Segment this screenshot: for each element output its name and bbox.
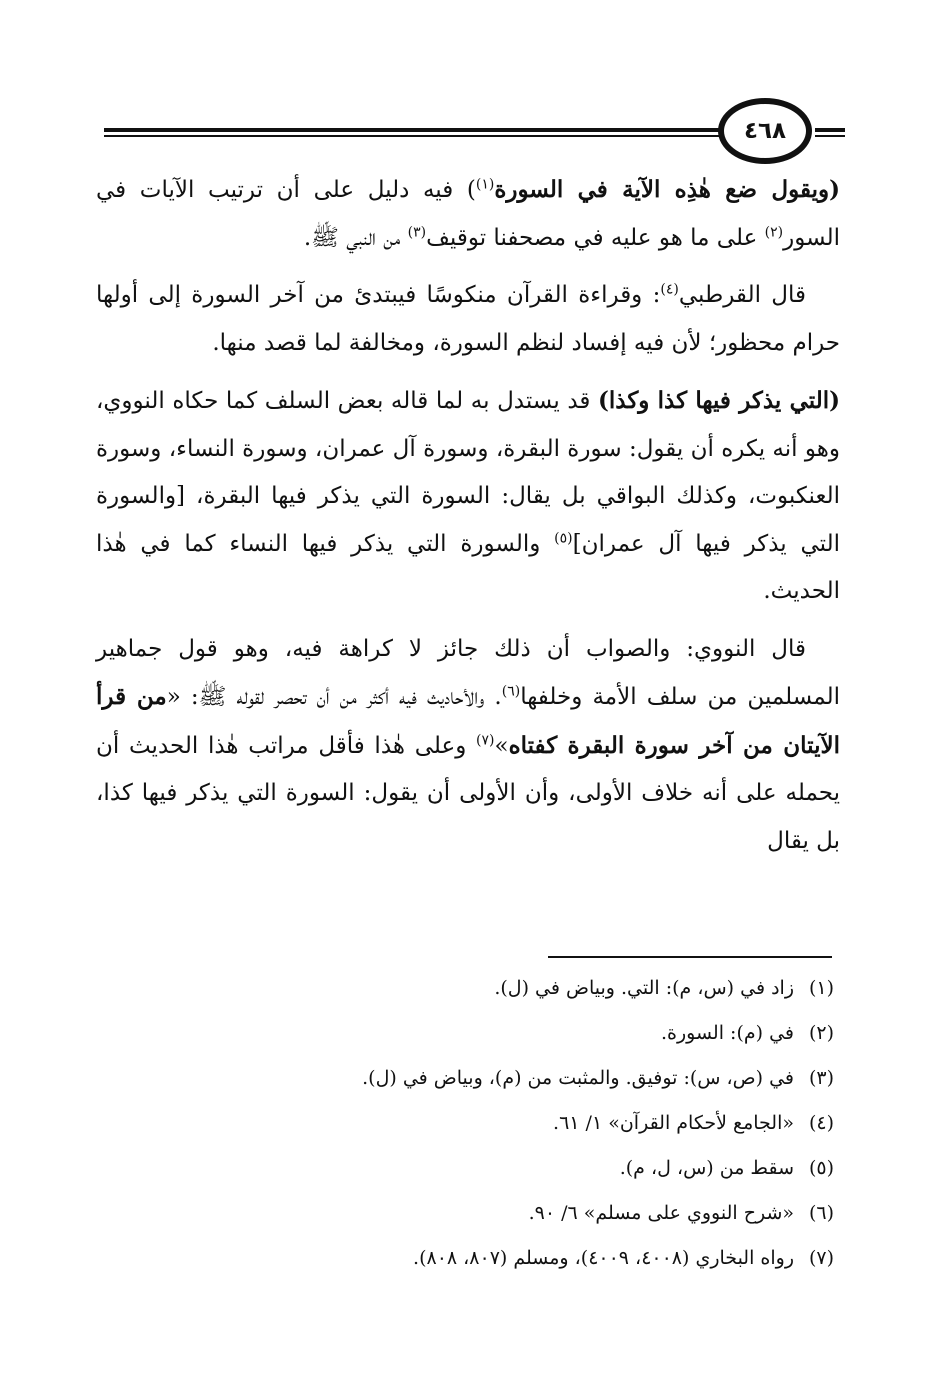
- text-segment: على ما هو عليه في مصحفنا توقيف: [426, 224, 765, 251]
- footnote-number: (٧): [808, 1247, 834, 1269]
- bold-text: من قرأ الآيتان من آخر سورة البقرة كفتاه: [96, 683, 840, 759]
- paragraph: [96, 166, 840, 262]
- paragraph: [96, 272, 840, 367]
- footnotes: [96, 966, 834, 1281]
- footnote-number: (٥): [808, 1157, 834, 1179]
- bold-text: (التي يذكر فيها كذا وكذا): [597, 387, 840, 414]
- header-rule-thin-right: [815, 135, 845, 137]
- page-number: ٤٦٨: [743, 118, 787, 144]
- footnote-ref: (٧): [476, 731, 495, 748]
- text-segment: وعلى هٰذا فأقل مراتب هٰذا الحديث أن يحمله على أنه خلاف الأولى، وأن الأولى أن يقول: السورة التي يذكر فيها كذا، بل يقال: [96, 732, 840, 854]
- header-rule-thick-right: [815, 128, 845, 132]
- text-segment: ) فيه دليل على أن ترتيب الآيات في السور: [96, 177, 840, 251]
- footnote-ref: (٦): [501, 683, 521, 700]
- text-segment: قال القرطبي: [678, 282, 806, 308]
- text-segment: »: [494, 732, 509, 759]
- footnote-number: (٣): [808, 1067, 834, 1089]
- footnote-item: [96, 966, 834, 1011]
- text-segment: والسورة التي يذكر فيها النساء كما في هٰذا الحديث.: [96, 530, 840, 604]
- text-segment: . والأحاديث فيه أكثر من أن تحصر لقوله ﷺ: «: [166, 684, 502, 710]
- page-number-badge: [718, 98, 812, 164]
- footnote-item: [96, 1056, 834, 1101]
- footnote-item: [96, 1236, 834, 1281]
- footnote-item: [96, 1101, 834, 1146]
- footnote-item: [96, 1011, 834, 1056]
- footnote-separator: [548, 956, 832, 958]
- footnote-ref: (١): [475, 176, 495, 193]
- main-text: [96, 166, 840, 875]
- footnote-ref: (٢): [764, 223, 784, 240]
- bold-text: (ويقول ضع هٰذِه الآية في السورة: [494, 176, 840, 203]
- footnote-text: رواه البخاري (٤٠٠٨، ٤٠٠٩)، ومسلم (٨٠٧، ٨٠٨).: [413, 1247, 794, 1269]
- footnote-ref: (٤): [660, 281, 679, 298]
- page-header: [0, 0, 948, 170]
- text-segment: من النبي ﷺ.: [303, 224, 408, 251]
- footnote-text: سقط من (س، ل، م).: [619, 1157, 794, 1179]
- footnote-item: [96, 1191, 834, 1236]
- footnote-number: (٤): [808, 1112, 834, 1134]
- paragraph: [96, 626, 840, 866]
- footnote-text: زاد في (س، م): التي. وبياض في (ل).: [494, 977, 794, 999]
- header-rule-thin: [104, 135, 720, 137]
- footnote-text: في (م): السورة.: [661, 1022, 794, 1044]
- footnote-text: في (ص، س): توفيق. والمثبت من (م)، وبياض في (ل).: [362, 1067, 794, 1089]
- footnote-number: (٢): [808, 1022, 834, 1044]
- text-segment: : وقراءة القرآن منكوسًا فيبتدئ من آخر السورة إلى أولها حرام محظور؛ لأن فيه إفساد لنظم السورة، ومخالفة لما قصد منها.: [96, 282, 840, 356]
- footnote-text: «الجامع لأحكام القرآن» ١/ ٦١.: [553, 1112, 794, 1134]
- header-rule-thick: [104, 128, 720, 132]
- paragraph: [96, 377, 840, 616]
- footnote-number: (٦): [808, 1202, 834, 1224]
- footnote-item: [96, 1146, 834, 1191]
- footnote-ref: (٥): [554, 529, 573, 546]
- text-segment: قال النووي: والصواب أن ذلك جائز لا كراهة فيه، وهو قول جماهير المسلمين من سلف الأمة وخلفها: [96, 635, 841, 710]
- text-segment: قد يستدل به لما قاله بعض السلف كما حكاه النووي، وهو أنه يكره أن يقول: سورة البقرة، وسورة آل عمران، وسورة النساء، وسورة العنكبوت، وكذلك البواقي بل يقال: السورة التي يذكر فيها البقرة، [والسورة التي يذكر فيها آل عمران]: [96, 388, 840, 557]
- footnote-number: (١): [808, 977, 834, 999]
- footnote-text: «شرح النووي على مسلم» ٦/ ٩٠.: [528, 1202, 794, 1224]
- footnote-ref: (٣): [407, 223, 427, 240]
